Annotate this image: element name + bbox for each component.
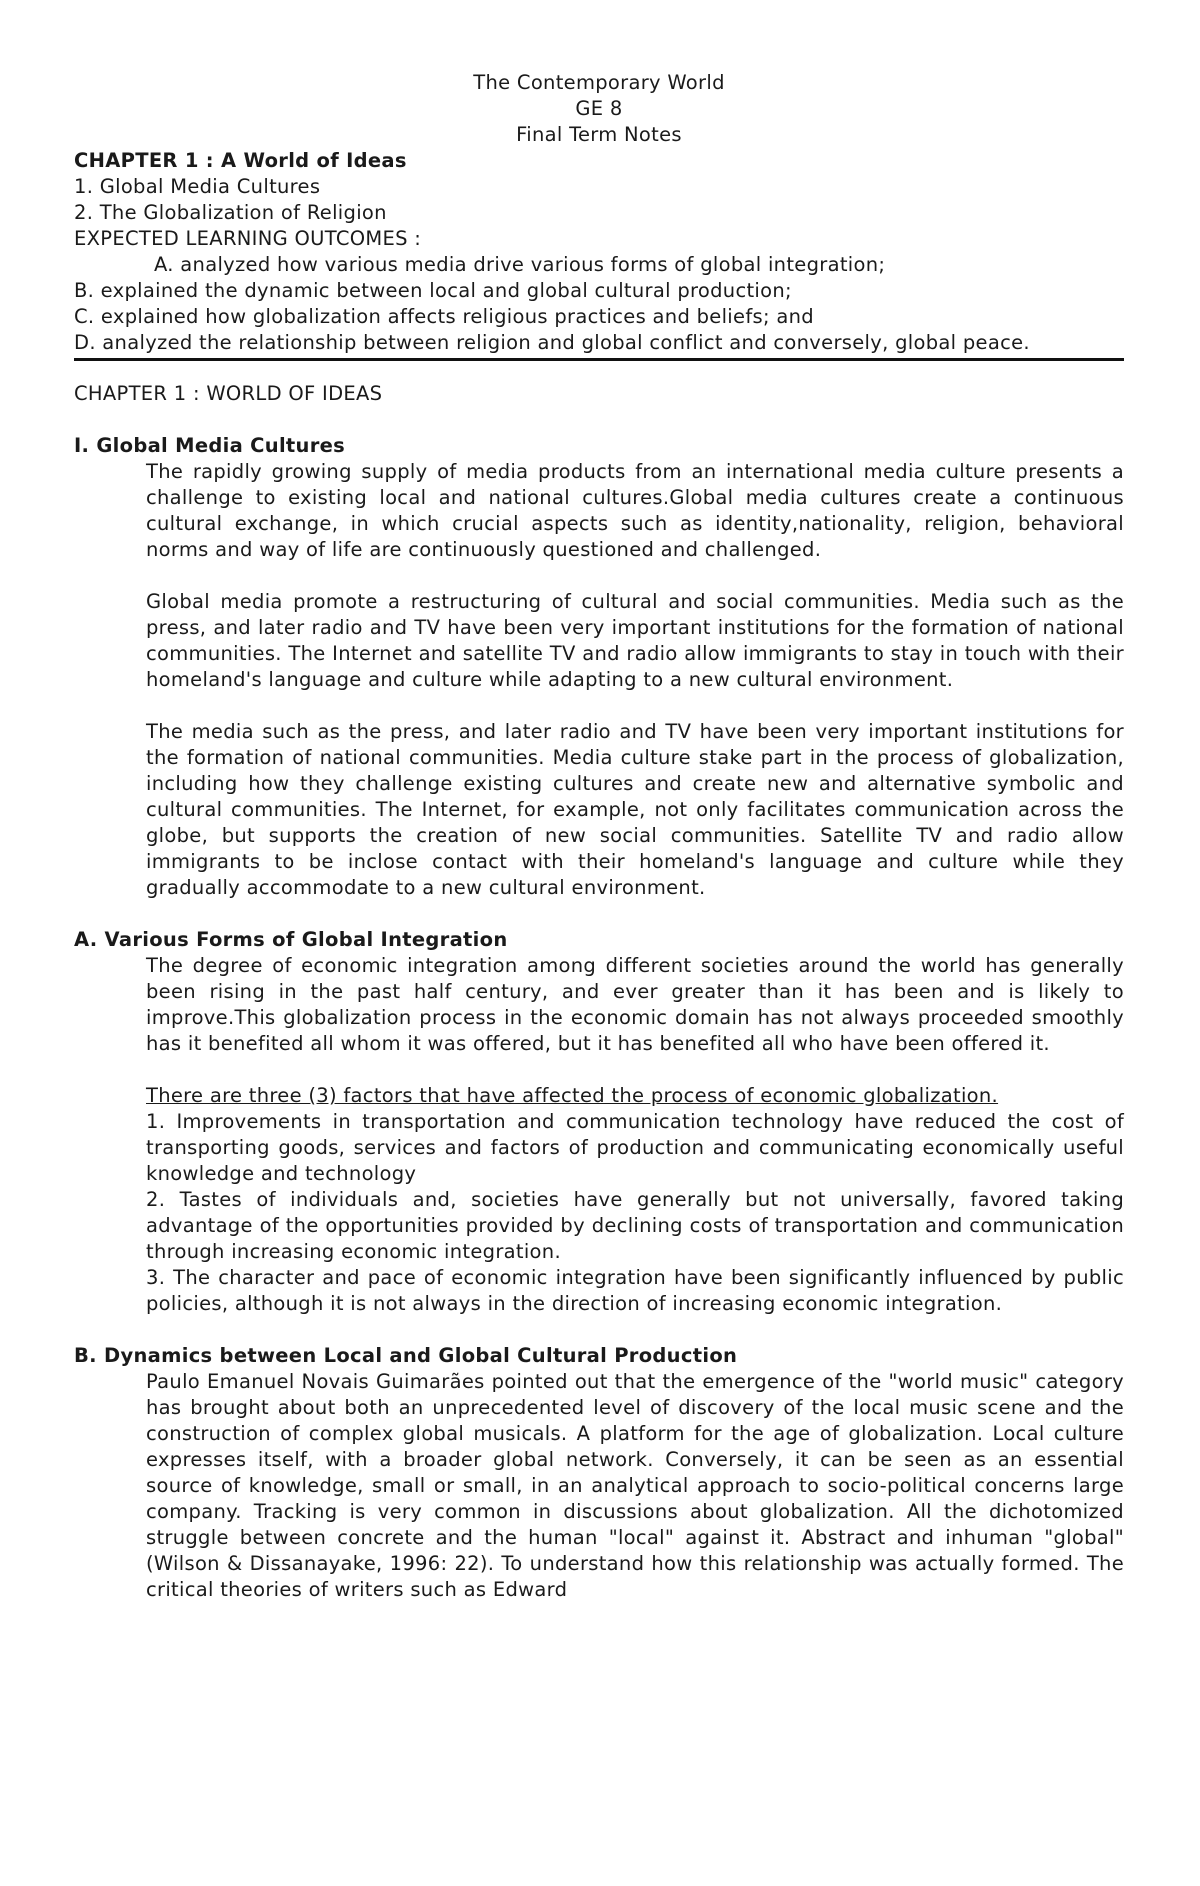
- document-title: The Contemporary World: [473, 71, 725, 94]
- document-header: [74, 70, 1124, 148]
- document-page: [74, 70, 1124, 1603]
- section-divider: [74, 358, 1124, 361]
- factors-intro: There are three (3) factors that have affected the process of economic globalization.: [146, 1084, 999, 1107]
- overview-chapter-heading: CHAPTER 1 : A World of Ideas: [74, 149, 407, 172]
- outcome-item: D. analyzed the relationship between religion and global conflict and conversely, global peace.: [74, 331, 1030, 354]
- outcome-item: A. analyzed how various media drive various forms of global integration;: [154, 253, 886, 276]
- integration-paragraph: The degree of economic integration among different societies around the world has generally been rising in the past half century, and ever greater than it has been and is likely to improve.This globalization process in the economic domain has not always proceeded smoothly has it benefited all whom it was offered, but it has benefited all who have been offered it.: [146, 954, 1124, 1055]
- media-paragraph: The rapidly growing supply of media products from an international media culture presents a challenge to existing local and national cultures.Global media cultures create a continuous cultural exchange, in which crucial aspects such as identity,nationality, religion, behavioral norms and way of life are continuously questioned and challenged.: [146, 460, 1124, 561]
- section-heading-media: I. Global Media Cultures: [74, 434, 346, 457]
- outcome-item: C. explained how globalization affects religious practices and beliefs; and: [74, 305, 814, 328]
- chapter-heading: CHAPTER 1 : WORLD OF IDEAS: [74, 382, 383, 405]
- document-subtitle: Final Term Notes: [516, 123, 682, 146]
- factor-item: 1. Improvements in transportation and communication technology have reduced the cost of transporting goods, services and factors of production and communicating economically useful knowledge and technology: [146, 1110, 1124, 1185]
- dynamics-paragraph: Paulo Emanuel Novais Guimarães pointed out that the emergence of the "world music" category has brought about both an unprecedented level of discovery of the local music scene and the construction of complex global musicals. A platform for the age of globalization. Local culture expresses itself, with a broader global network. Conversely, it can be seen as an essential source of knowledge, small or small, in an analytical approach to socio-political concerns large company. Tracking is very common in discussions about globalization. All the dichotomized struggle between concrete and the human "local" against it. Abstract and inhuman "global" (Wilson & Dissanayake, 1996: 22). To understand how this relationship was actually formed. The critical theories of writers such as Edward: [146, 1370, 1124, 1601]
- media-paragraph: The media such as the press, and later radio and TV have been very important institutions for the formation of national communities. Media culture stake part in the process of globalization, including how they challenge existing cultures and create new and alternative symbolic and cultural communities. The Internet, for example, not only facilitates communication across the globe, but supports the creation of new social communities. Satellite TV and radio allow immigrants to be inclose contact with their homeland's language and culture while they gradually accommodate to a new cultural environment.: [146, 720, 1124, 899]
- topic-item: 2. The Globalization of Religion: [74, 201, 387, 224]
- topic-item: 1. Global Media Cultures: [74, 175, 321, 198]
- media-paragraph: Global media promote a restructuring of cultural and social communities. Media such as the press, and later radio and TV have been very important institutions for the formation of national communities. The Internet and satellite TV and radio allow immigrants to stay in touch with their homeland's language and culture while adapting to a new cultural environment.: [146, 590, 1124, 691]
- outcome-item: B. explained the dynamic between local and global cultural production;: [74, 279, 792, 302]
- section-heading-integration: A. Various Forms of Global Integration: [74, 928, 508, 951]
- section-heading-dynamics: B. Dynamics between Local and Global Cultural Production: [74, 1344, 738, 1367]
- factor-item: 2. Tastes of individuals and, societies have generally but not universally, favored taking advantage of the opportunities provided by declining costs of transportation and communication through increasing economic integration.: [146, 1188, 1124, 1263]
- factor-item: 3. The character and pace of economic integration have been significantly influenced by public policies, although it is not always in the direction of increasing economic integration.: [146, 1266, 1124, 1315]
- outcomes-heading: EXPECTED LEARNING OUTCOMES :: [74, 227, 422, 250]
- course-code: GE 8: [575, 97, 623, 120]
